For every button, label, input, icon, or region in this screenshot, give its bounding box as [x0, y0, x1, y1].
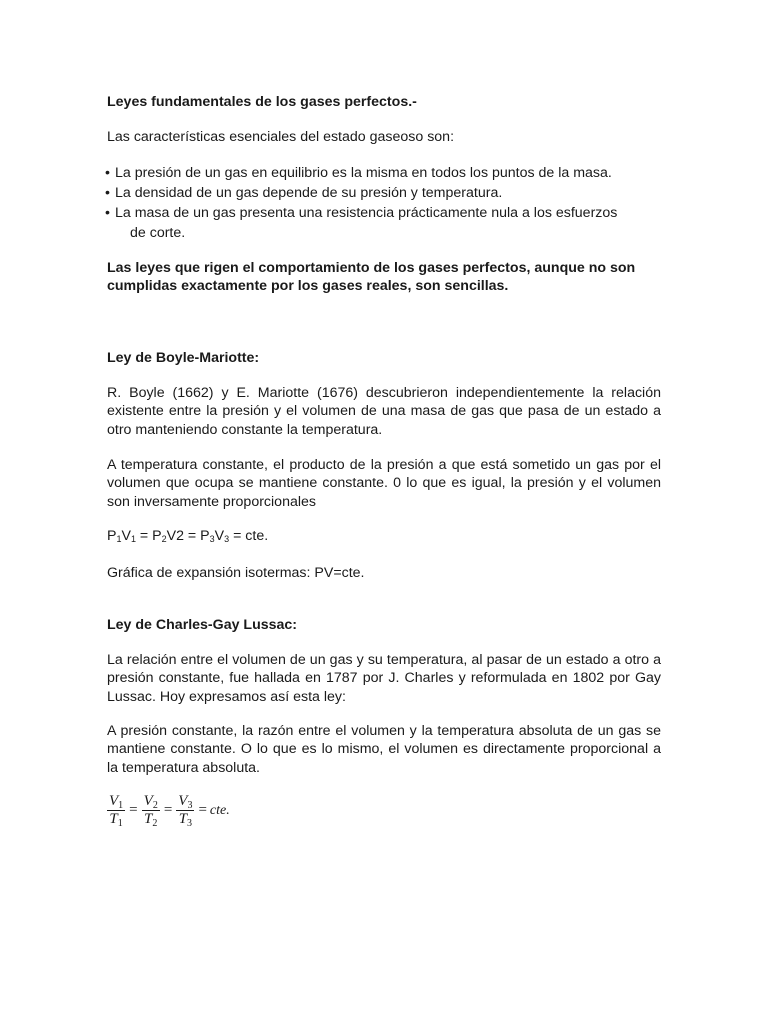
bullet-item-3-continuation: de corte.	[130, 225, 186, 241]
boyle-paragraph-2: A temperatura constante, el producto de la presión a que está sometido un gas por el volumen que ocupa se mantiene constante. 0 lo que es igual, la presión y el volumen son inversamente proporcionales	[107, 457, 661, 510]
bullet-text: La masa de un gas presenta una resistencia prácticamente nula a los esfuerzos	[115, 205, 618, 221]
bullet-item-1	[105, 163, 665, 183]
fraction-1: $\frac{V_1}{T_1}$	[109, 793, 124, 829]
intro-text: Las características esenciales del estado gaseoso son:	[107, 129, 455, 145]
boyle-heading: Ley de Boyle-Mariotte:	[107, 350, 260, 366]
bullet-icon: •	[105, 205, 110, 221]
constant-label: cte.	[209, 802, 230, 818]
boyle-formula: $P_1V_1 = P_2V2 = P_3V_3$ = cte.	[107, 528, 269, 544]
charles-formula: $\frac{V_1}{T_1}$ = $\frac{V_2}{T_2}$ = $\frac{V_3}{T_3}$ = cte.	[109, 793, 230, 829]
charles-paragraph-2: A presión constante, la razón entre el volumen y la temperatura absoluta de un gas se mantiene constante. O lo que es lo mismo, el volumen es directamente proporcional a la temperatura absoluta.	[107, 723, 661, 776]
graph-caption: Gráfica de expansión isotermas: PV=cte.	[107, 565, 365, 581]
bullet-text: La presión de un gas en equilibrio es la misma en todos los puntos de la masa.	[115, 165, 612, 181]
page-title: Leyes fundamentales de los gases perfectos.-	[107, 94, 417, 110]
boyle-paragraph-1: R. Boyle (1662) y E. Mariotte (1676) descubrieron independientemente la relación existente entre la presión y el volumen de una masa de gas que pasa de un estado a otro manteniendo constante la temperatura.	[107, 385, 661, 438]
fraction-2: $\frac{V_2}{T_2}$	[143, 793, 158, 829]
fraction-3: $\frac{V_3}{T_3}$	[178, 793, 193, 829]
bold-statement: Las leyes que rigen el comportamiento de los gases perfectos, aunque no son cumplidas exactamente por los gases reales, son sencillas.	[107, 260, 636, 295]
charles-paragraph-1: La relación entre el volumen de un gas y su temperatura, al pasar de un estado a otro a presión constante, fue hallada en 1787 por J. Charles y reformulada en 1802 por Gay Lussac. Hoy expresamos así esta ley:	[107, 652, 661, 705]
bullet-icon: •	[105, 165, 110, 181]
bullet-item-2	[105, 183, 665, 203]
bullet-icon: •	[105, 185, 110, 201]
charles-heading: Ley de Charles-Gay Lussac:	[107, 617, 298, 633]
bullet-item-3	[105, 203, 665, 223]
bullet-text: La densidad de un gas depende de su presión y temperatura.	[115, 185, 503, 201]
